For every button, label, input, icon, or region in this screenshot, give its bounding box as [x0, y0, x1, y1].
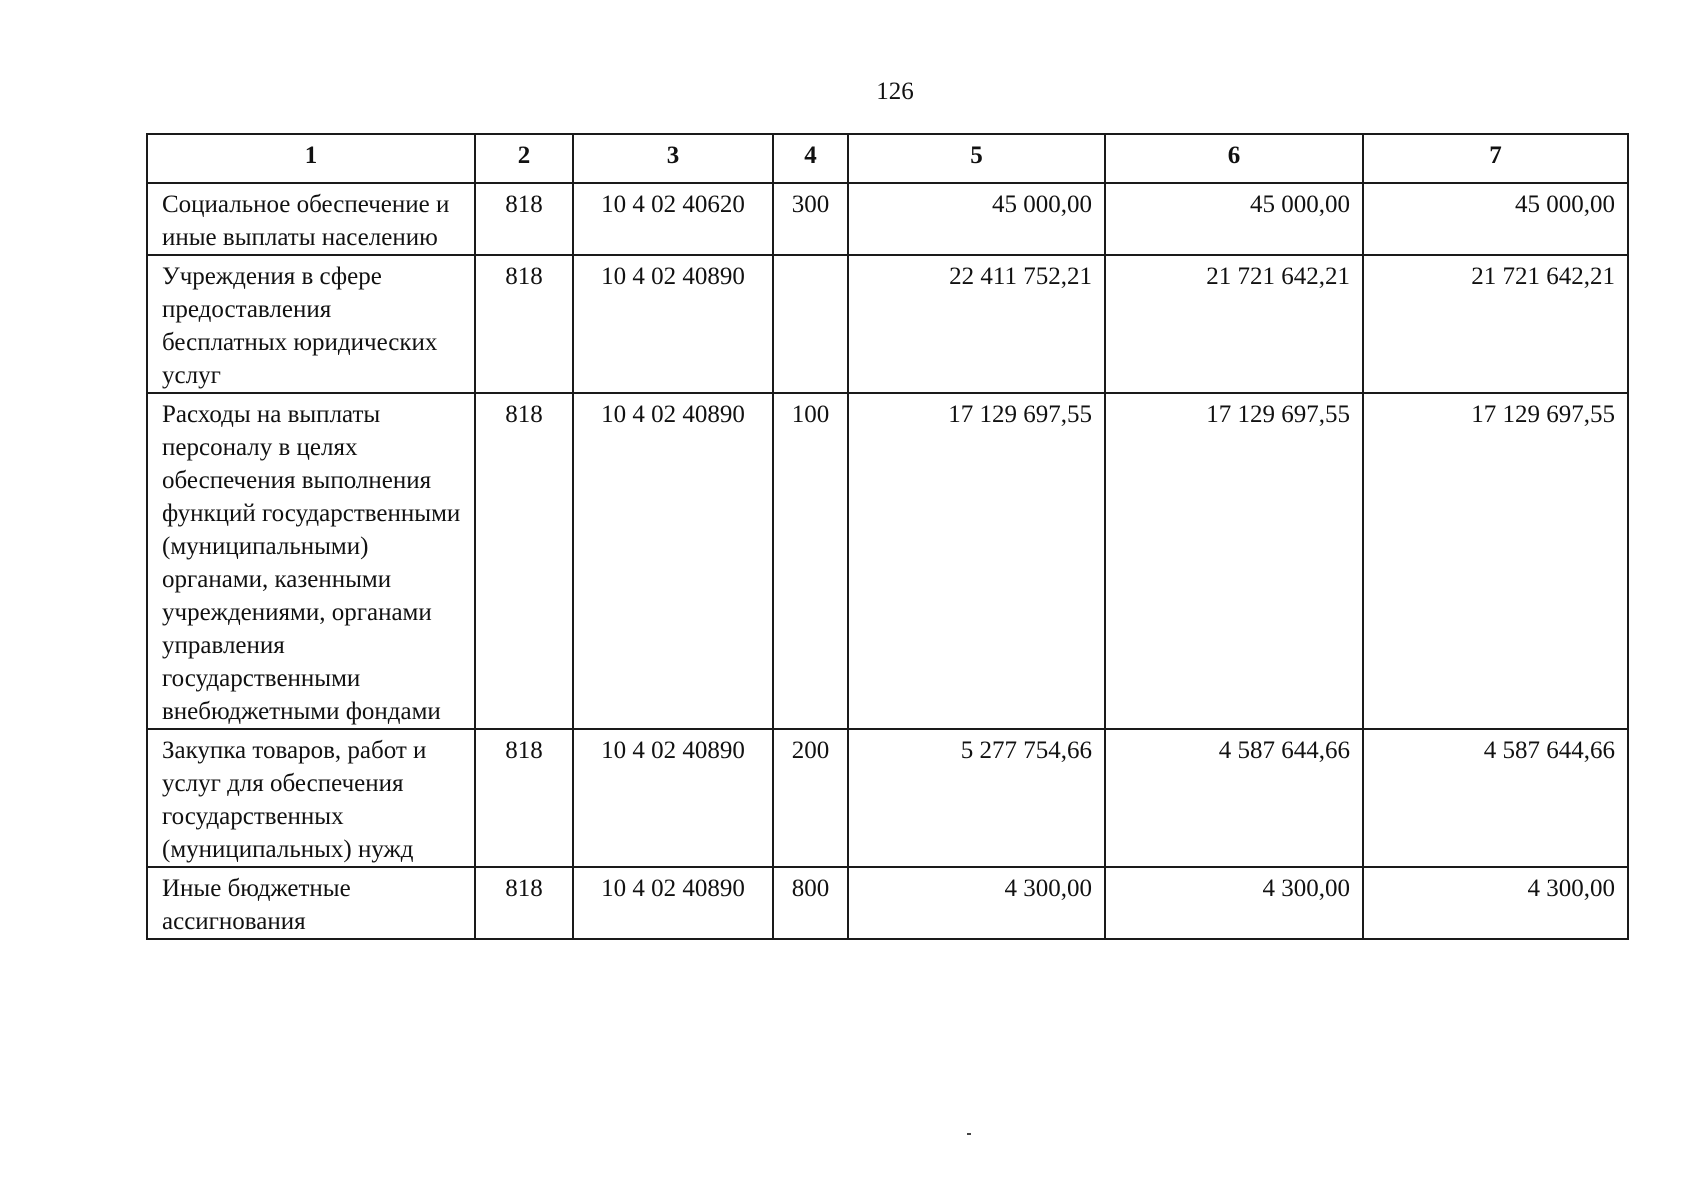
table-header-row: [147, 134, 1628, 183]
amount-col6-cell: 45 000,00: [1105, 183, 1363, 255]
target-code-cell: 10 4 02 40890: [573, 255, 773, 393]
row-name-cell: Закупка товаров, работ и услуг для обеспечения государственных (муниципальных) нужд: [147, 729, 475, 867]
target-code-cell: 10 4 02 40890: [573, 393, 773, 729]
amount-col6-cell: 21 721 642,21: [1105, 255, 1363, 393]
expense-type-cell: 200: [773, 729, 848, 867]
column-header: 4: [773, 134, 848, 183]
row-name-cell: Учреждения в сфере предоставления бесплатных юридических услуг: [147, 255, 475, 393]
table-row: [147, 183, 1628, 255]
expense-type-cell: [773, 255, 848, 393]
target-code-cell: 10 4 02 40890: [573, 729, 773, 867]
expense-type-cell: 800: [773, 867, 848, 939]
table-row: [147, 867, 1628, 939]
amount-col7-cell: 4 587 644,66: [1363, 729, 1628, 867]
column-header: 6: [1105, 134, 1363, 183]
target-code-cell: 10 4 02 40620: [573, 183, 773, 255]
target-code-cell: 10 4 02 40890: [573, 867, 773, 939]
column-header: 1: [147, 134, 475, 183]
row-name-cell: Иные бюджетные ассигнования: [147, 867, 475, 939]
expense-type-cell: 300: [773, 183, 848, 255]
table-row: [147, 393, 1628, 729]
amount-col5-cell: 45 000,00: [848, 183, 1105, 255]
table-row: [147, 255, 1628, 393]
row-name-cell: Социальное обеспечение и иные выплаты населению: [147, 183, 475, 255]
amount-col5-cell: 17 129 697,55: [848, 393, 1105, 729]
column-header: 7: [1363, 134, 1628, 183]
admin-code-cell: 818: [475, 867, 573, 939]
amount-col5-cell: 22 411 752,21: [848, 255, 1105, 393]
amount-col5-cell: 5 277 754,66: [848, 729, 1105, 867]
amount-col7-cell: 45 000,00: [1363, 183, 1628, 255]
budget-table: [146, 133, 1629, 940]
amount-col6-cell: 4 300,00: [1105, 867, 1363, 939]
amount-col7-cell: 17 129 697,55: [1363, 393, 1628, 729]
admin-code-cell: 818: [475, 183, 573, 255]
column-header: 5: [848, 134, 1105, 183]
admin-code-cell: 818: [475, 255, 573, 393]
amount-col7-cell: 21 721 642,21: [1363, 255, 1628, 393]
column-header: 3: [573, 134, 773, 183]
admin-code-cell: 818: [475, 393, 573, 729]
page-number: 126: [876, 78, 914, 105]
row-name-cell: Расходы на выплаты персоналу в целях обеспечения выполнения функций государственными (муниципальными) органами, казенными учреждениями, органами управления государственными внебюджетными фондами: [147, 393, 475, 729]
scan-speck: [967, 1133, 971, 1135]
amount-col7-cell: 4 300,00: [1363, 867, 1628, 939]
amount-col6-cell: 4 587 644,66: [1105, 729, 1363, 867]
amount-col6-cell: 17 129 697,55: [1105, 393, 1363, 729]
expense-type-cell: 100: [773, 393, 848, 729]
amount-col5-cell: 4 300,00: [848, 867, 1105, 939]
table-row: [147, 729, 1628, 867]
column-header: 2: [475, 134, 573, 183]
admin-code-cell: 818: [475, 729, 573, 867]
